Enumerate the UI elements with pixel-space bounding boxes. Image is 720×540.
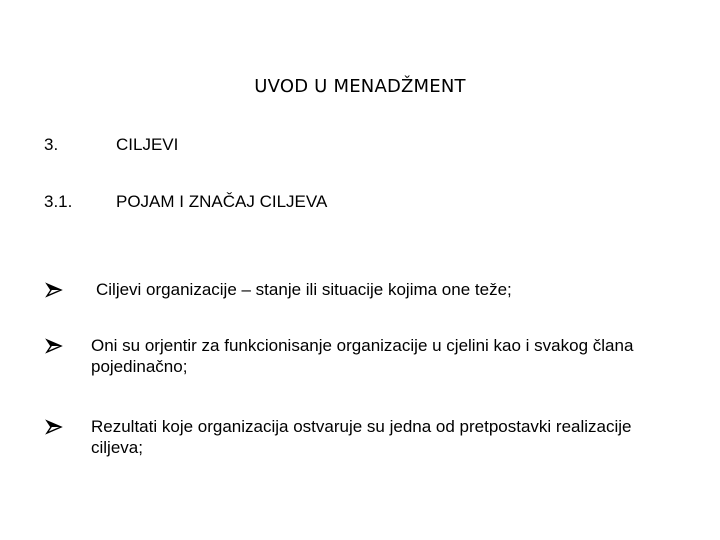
slide-title: UVOD U MENADŽMENT	[254, 76, 466, 97]
section-label: CILJEVI	[116, 135, 179, 154]
section-number: 3.	[44, 135, 59, 154]
arrow-bullet-icon	[44, 279, 66, 300]
arrow-bullet-icon	[44, 335, 66, 356]
section-number: 3.1.	[44, 192, 73, 211]
bullet-text: Ciljevi organizacije – stanje ili situacije kojima one teže;	[96, 280, 512, 299]
arrow-bullet-icon	[44, 416, 66, 437]
bullet-text: Rezultati koje organizacija ostvaruje su jedna od pretpostavki realizacije ciljeva;	[91, 417, 632, 457]
section-label: POJAM I ZNAČAJ CILJEVA	[116, 192, 328, 211]
bullet-text: Oni su orjentir za funkcionisanje organizacije u cjelini kao i svakog člana pojedinačno;	[91, 336, 634, 376]
